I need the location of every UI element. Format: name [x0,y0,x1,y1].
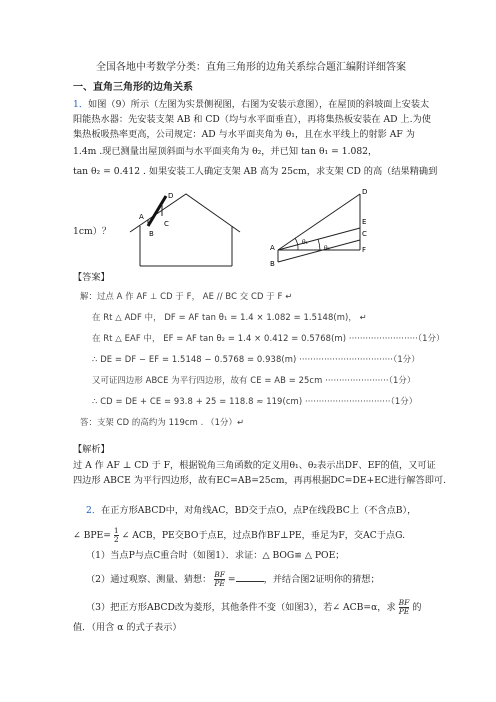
q2-line1 [86,505,416,517]
q2-line2-pre: ∠ BPE= [73,530,111,541]
solution-line-7: 答：支架 CD 的高约为 119cm . （1分）↵ [80,417,245,427]
q2-fraction-half [114,527,119,544]
fig-left-label-b: B [149,230,154,238]
q1-line3: 集热板吸热率更高，公司规定：AD 与水平面夹角为 θ₁，且在水平线上的射影 AF 为 [73,129,415,140]
q2-fraction-bf-pe [214,571,225,588]
q2-line4-eq: = [227,574,236,585]
q2-line2 [73,527,405,544]
q2-text-1: 在正方形ABCD中，对角线AC，BD交于点O，点P在线段BC上（不含点B）， [101,505,417,516]
q2-frac-den: 2 [113,535,119,544]
answer-tag: 【答案】 [73,272,110,283]
q2-frac-num: 1 [113,526,119,535]
fig-right-theta2: θ₂ [324,245,331,252]
solution-line-1: 解：过点 A 作 AF ⊥ CD 于 F， AE // BC 交 CD 于 F ↵ [80,291,293,301]
q2-line6: 值．（用含 α 的式子表示） [73,622,182,633]
q2-fraction-bf-pe-2 [399,599,410,616]
q2-line4-pre: （2）通过观察、测量、猜想： [86,574,212,585]
analysis-line-2: 四边形 ABCE 为平行四边形，故有EC=AB=25cm，再再根据DC=DE+EC进行解答即可. [73,475,447,486]
fig-right-label-a: A [270,244,275,252]
q2-number: 2． [86,505,102,516]
figure-right-diagram [268,186,398,272]
fig-left-label-d: D [168,192,174,200]
fig-right-label-b: B [270,260,275,268]
fig-right-label-f: F [362,246,367,254]
q2-frac2-num: BF [214,570,225,579]
figure-left-house [118,186,278,270]
q1-line5: tan θ₂ = 0.412 . 如果安装工人确定支架 AB 高为 25cm，求支架 CD 的高（结果精确到 [73,166,438,177]
q1-line6: 1cm）？ [73,226,112,237]
fig-right-label-e: E [362,218,367,226]
solution-line-5: 又可证四边形 ABCE 为平行四边形，故有 CE = AB = 25cm ·······················（1分） [92,375,416,385]
solution-line-4: ∴ DE = DF − EF = 1.5148 − 0.5768 = 0.938(m) ··································（1分） [92,354,420,364]
q2-line2-post: ∠ ACB，PE交BO于点E，过点B作BF⊥PE，垂足为F，交AC于点G. [121,530,406,541]
q2-answer-blank [236,573,264,582]
q1-line4: 1.4m .现已测量出屋顶斜面与水平面夹角为 θ₂，并已知 tan θ₁ = 1.082， [73,146,378,157]
solution-line-6: ∴ CD = DE + CE = 93.8 + 25 = 118.8 ≈ 119(cm) ·······························（1分） [92,396,418,406]
q2-line4-post: ，并结合图2证明你的猜想； [263,574,380,585]
q2-line3: （1）当点P与点C重合时（如图1）．求证：△ BOG≌ △ POE； [86,550,345,561]
section-heading: 一、直角三角形的边角关系 [73,82,193,93]
q2-line5-post: 的 [412,602,422,613]
q2-line5-pre: （3）把正方形ABCD改为菱形，其他条件不变（如图3），若∠ ACB=α，求 [86,602,396,613]
q1-text-1: 如图（9）所示（左图为实景侧视图，右图为安装示意图），在屋顶的斜坡面上安装太 [88,99,430,110]
q2-frac3-den: PE [398,607,410,616]
fig-right-theta1: θ₁ [302,239,309,246]
fig-left-label-c: C [164,220,169,228]
fig-right-label-d: D [362,188,368,196]
fig-left-label-a: A [139,213,144,221]
q1-line1 [73,99,429,111]
q2-line4 [86,571,380,588]
doc-title: 全国各地中考数学分类：直角三角形的边角关系综合题汇编附详细答案 [96,62,406,73]
fig-right-label-c: C [362,230,367,238]
solution-line-3: 在 Rt △ EAF 中， EF = AF tan θ₂ = 1.4 × 0.412 = 0.5768(m) ·························（1分） [92,333,445,343]
q2-frac3-num: BF [398,598,410,607]
q2-line5 [86,599,421,616]
analysis-tag: 【解析】 [73,444,110,455]
q1-number: 1． [73,99,89,110]
solution-line-2: 在 Rt △ ADF 中， DF = AF tan θ₁ = 1.4 × 1.082 = 1.5148(m)， ↵ [92,312,367,322]
q2-frac2-den: PE [214,579,225,588]
analysis-line-1: 过 A 作 AF ⊥ CD 于 F，根据锐角三角函数的定义用θ₁、θ₂表示出DF、EF的值，又可证 [73,460,436,471]
q1-line2: 阳能热水器：先安装支架 AB 和 CD（均与水平面垂直），再将集热板安装在 AD 上.为使 [73,114,431,125]
